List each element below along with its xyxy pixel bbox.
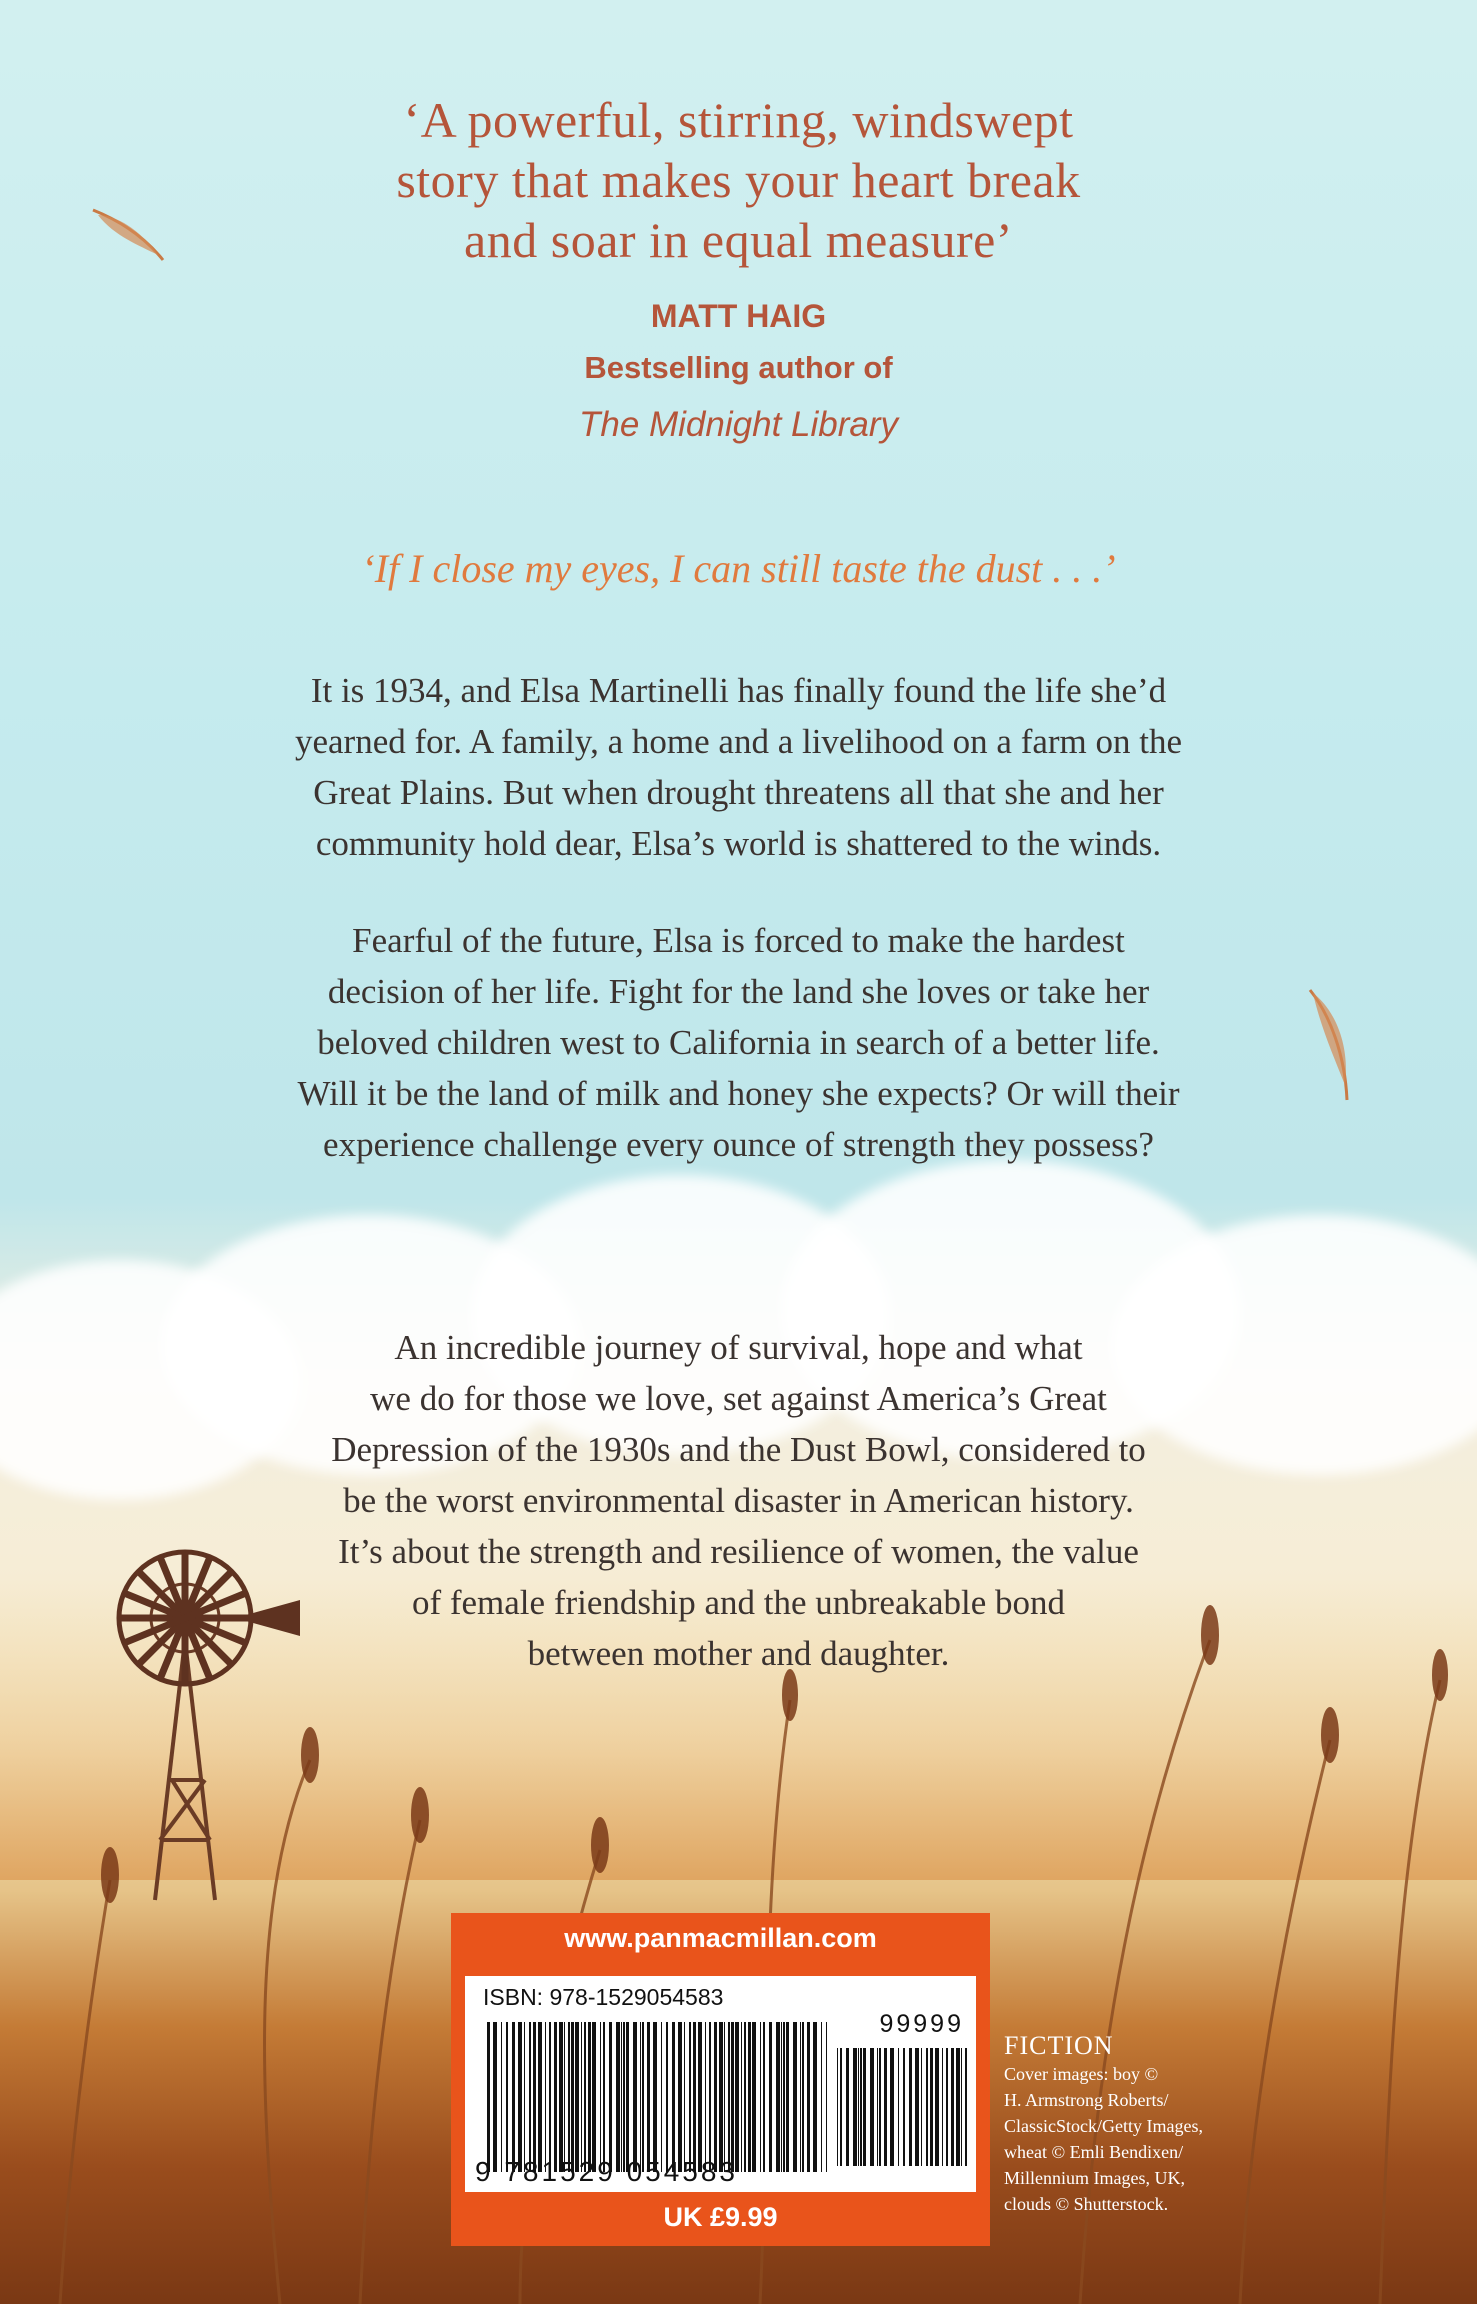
credit-line: wheat © Emli Bendixen/ (1004, 2142, 1184, 2162)
quote-author-book: The Midnight Library (578, 405, 899, 444)
blurb-line: yearned for. A family, a home and a livelihood on a farm on the (294, 722, 1183, 761)
review-quote (0, 90, 1477, 270)
credit-line: ClassicStock/Getty Images, (1004, 2116, 1203, 2136)
credit-line: Cover images: boy © (1004, 2064, 1159, 2084)
blurb-line: It’s about the strength and resilience of women, the value (338, 1532, 1139, 1571)
publisher-url[interactable]: www.panmacmillan.com (564, 1923, 877, 1953)
barcode-icon (487, 2022, 827, 2172)
blurb-line: It is 1934, and Elsa Martinelli has finally found the life she’d (310, 671, 1167, 710)
quote-line: story that makes your heart break (396, 152, 1081, 208)
quote-author-role: Bestselling author of (584, 350, 893, 385)
blurb-line: Depression of the 1930s and the Dust Bowl, considered to (331, 1430, 1146, 1469)
price-label: UK £9.99 (663, 2202, 778, 2232)
blurb-line: Fearful of the future, Elsa is forced to make the hardest (352, 921, 1125, 960)
blurb-line: Great Plains. But when drought threatens all that she and her (313, 773, 1164, 812)
cover-credits (1004, 2033, 1344, 2217)
credit-line: H. Armstrong Roberts/ (1004, 2090, 1169, 2110)
blurb-paragraph-1 (0, 665, 1477, 869)
blurb-line: between mother and daughter. (527, 1634, 950, 1673)
ean-number: 9 781529 054583 (475, 2156, 738, 2187)
blurb-line: of female friendship and the unbreakable bond (411, 1583, 1066, 1622)
blurb-line: we do for those we love, set against America’s Great (370, 1379, 1107, 1418)
barcode-box (451, 1913, 990, 2246)
quote-line: ‘A powerful, stirring, windswept (403, 92, 1074, 148)
isbn-label: ISBN: 978-1529054583 (483, 1984, 724, 2010)
credit-line: Millennium Images, UK, (1004, 2168, 1185, 2188)
barcode-addon-number: 99999 (879, 2010, 964, 2038)
tagline: ‘If I close my eyes, I can still taste the dust . . .’ (361, 546, 1116, 591)
quote-line: and soar in equal measure’ (464, 212, 1013, 268)
blurb-line: beloved children west to California in search of a better life. (317, 1023, 1160, 1062)
blurb-line: Will it be the land of milk and honey she expects? Or will their (297, 1074, 1180, 1113)
blurb-line: An incredible journey of survival, hope and what (394, 1328, 1083, 1367)
barcode-addon-icon (837, 2048, 967, 2166)
blurb-line: experience challenge every ounce of strength they possess? (323, 1125, 1154, 1164)
blurb-paragraph-3 (0, 1322, 1477, 1679)
blurb-line: community hold dear, Elsa’s world is shattered to the winds. (315, 824, 1162, 863)
blurb-line: decision of her life. Fight for the land she loves or take her (327, 972, 1150, 1011)
credit-line: clouds © Shutterstock. (1004, 2194, 1169, 2214)
blurb-paragraph-2 (0, 915, 1477, 1170)
genre-label: FICTION (1004, 2031, 1114, 2060)
blurb-line: be the worst environmental disaster in American history. (343, 1481, 1134, 1520)
barcode-panel (465, 1976, 976, 2192)
quote-author: MATT HAIG (650, 298, 827, 334)
